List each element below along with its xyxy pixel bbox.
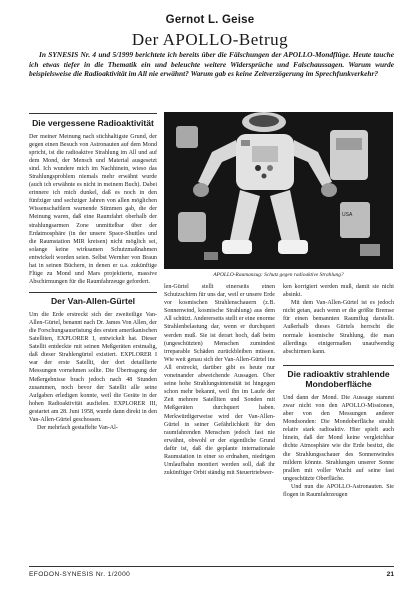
lead-text: In SYNESIS Nr. 4 und 5/1999 berichtete ich bereits über die Fälschungen der APOLLO-Mondflüge. Heute tauche ich etwas tiefer in die Thematik ein und beleuchte weitere Widersprüche und Falschaussagen. Warum wurde beispielsweise die Radioaktivität im All nie erwähnt? Warum gab es keine Zeitverzögerung im Sprechfunkverkehr? (29, 50, 394, 79)
middle-column (164, 283, 275, 477)
section-rule (29, 292, 157, 293)
photo-caption: APOLLO-Raumanzug: Schutz gegen radioaktive Strahlung? (213, 272, 344, 278)
paragraph: Um die Erde erstreckt sich der zweiteilige Van-Allen-Gürtel, benannt nach Dr. James Von Allen, der die Forschungsausrüstung des ersten amerikanischen Satelliten, EXPLORER I, entwickelt hat. Dieser Satellit entdeckte mit seinen Meßgeräten erstmalig, daß dieser Strahlengürtel existiert. EXPLORER I war der erste Satellit, der dort detaillierte Messungen vornehmen sollte. Die Übertragung der Meßergebnisse brach jedoch nach 48 Stunden zusammen, noch bevor der Satellit alle seine Aufgaben erledigen konnte, weil die Geräte in der hohen Radioaktivität ausfielen. EXPLORER III, gestartet am 28. Juni 1958, wurde dann direkt in den Van-Allen-Gürtel geschossen. (29, 311, 157, 423)
paragraph: Der meiner Meinung nach stichhaltigste Grund, der gegen einen Besuch von Astronauten auf dem Mond spricht, ist die radioaktive Strahlung im All und auf dem Mond, der Mensch und Material ausgesetzt sind. Ich wundere mich im Nachhinein, wieso das Strahlungsproblem niemals mehr erwähnt wurde (auch ich erwähnte es nicht in meinem Buch). Dabei erinnere ich mich dunkel, daß es noch in den fünfziger und sechziger Jahren von allen möglichen Wissenschaftlern warnende Stimmen gab, die der Meinung waren, daß eine Raumfahrt oberhalb der strahlungsarmen Zone unmittelbar über der Erdatmosphäre (in der unsere Space-Shuttles und die Raumstation MIR kreisen) nicht möglich sei, solange keine wirksamen Schutzmaßnahmen entwickelt worden seien. Selbst Wernher von Braun hat in seinen Büchern, in denen er u.a. zukünftige Flüge zu Mond und Mars projektierte, massive Abschirmungen für die Raumfahrzeuge gefordert. (29, 133, 157, 286)
paragraph: Und dann der Mond. Die Aussage stammt zwar nicht von den APOLLO-Missionen, aber von den Messungen anderer Mondsonden: Die Mondoberfläche strahlt relativ stark radioaktiv. Hier spielt auch hinein, daß der Mond keine vergleichbar dichte Atmosphäre wie die Erde besitzt, die die Strahlungsschauer des Sonnenwindes mildern könnte. Strahlungen unserer Sonne prallen mit voller Wucht auf seine fast ungeschützte Oberfläche. (283, 394, 394, 482)
spacesuit-illustration (164, 112, 393, 269)
article-title: Der APOLLO-Betrug (131, 30, 289, 49)
paragraph: Und nun die APOLLO-Astronauten. Sie flogen in Raumfahrzeugen (283, 483, 394, 498)
section-heading-moon-surface: Die radioaktiv strahlende Mondoberfläche (287, 368, 390, 390)
right-column-text (283, 283, 394, 356)
right-column (283, 283, 394, 499)
left-column (29, 113, 157, 432)
paragraph: Der mehrfach gestaffelte Van-Al- (37, 425, 118, 432)
suit-patch-label: USA (342, 212, 353, 218)
author-name: Gernot L. Geise (165, 14, 255, 26)
section-heading-radioactivity: Die vergessene Radioaktivität (32, 118, 154, 128)
spacesuit-photo (164, 112, 393, 269)
paragraph: Mit dem Van-Allen-Gürtel ist es jedoch nicht getan, auch wenn er die größte Bremse für einen bemannten Raumflug darstellt. Außerhalb dieses Gürtels herrscht die normale kosmische Strahlung, die man allerdings einigermaßen unaufwendig abschirmen kann. (283, 300, 394, 355)
section-rule (283, 365, 394, 366)
paragraph: ken korrigiert werden muß, damit sie nicht absinkt. (283, 284, 394, 299)
paragraph: len-Gürtel stellt einerseits einen Schutzschirm für uns dar, weil er unsere Erde vor kosmischen Strahlenschauern (z.B. Sonnenwind, kosmische Strahlung) aus dem All schützt. Andererseits stellt er eine enorme Strahlenbelastung dar, wenn er durchquert werden muß. Sie ist derart hoch, daß beim (ungeschützten) Menschen zumindest irreparable Schäden zurückbleiben müssen. Wie weit genau sich der Van-Allen-Gürtel ins All erstreckt, darüber gibt es heute nur voneinander abweichende Aussagen. Über seine hohe Strahlungsintensität ist hingegen schon mehr bekannt, weil ihn im Laufe der Zeit mehrere Satelliten und Sonden mit Meßgeräten durchquert haben. Merkwürdigerweise wird der Van-Allen-Gürtel in seiner Gefährlichkeit für den raumfahrenden Menschen jedoch fast nie erwähnt, obwohl er der eigentliche Grund dafür ist, daß die geplante internationale Raumstation in einer so erdnahen, niedrigen Umlaufbahn montiert werden soll, daß ihr zukünftiger Orbit ständig mit Steuertriebwer- (164, 284, 275, 477)
section-rule (29, 113, 157, 114)
section-body-van-allen (29, 311, 157, 432)
section-body-moon-surface (283, 394, 394, 499)
lead-paragraph (29, 50, 394, 79)
flag-patch (241, 140, 250, 146)
section-body-radioactivity (29, 133, 157, 287)
footer-rule (29, 566, 394, 567)
backpack-shape (330, 130, 368, 180)
section-heading-van-allen: Der Van-Allen-Gürtel (50, 296, 136, 307)
page-number: 21 (386, 571, 394, 578)
footer-publication: EFODON-SYNESIS Nr. 1/2000 (29, 571, 131, 578)
